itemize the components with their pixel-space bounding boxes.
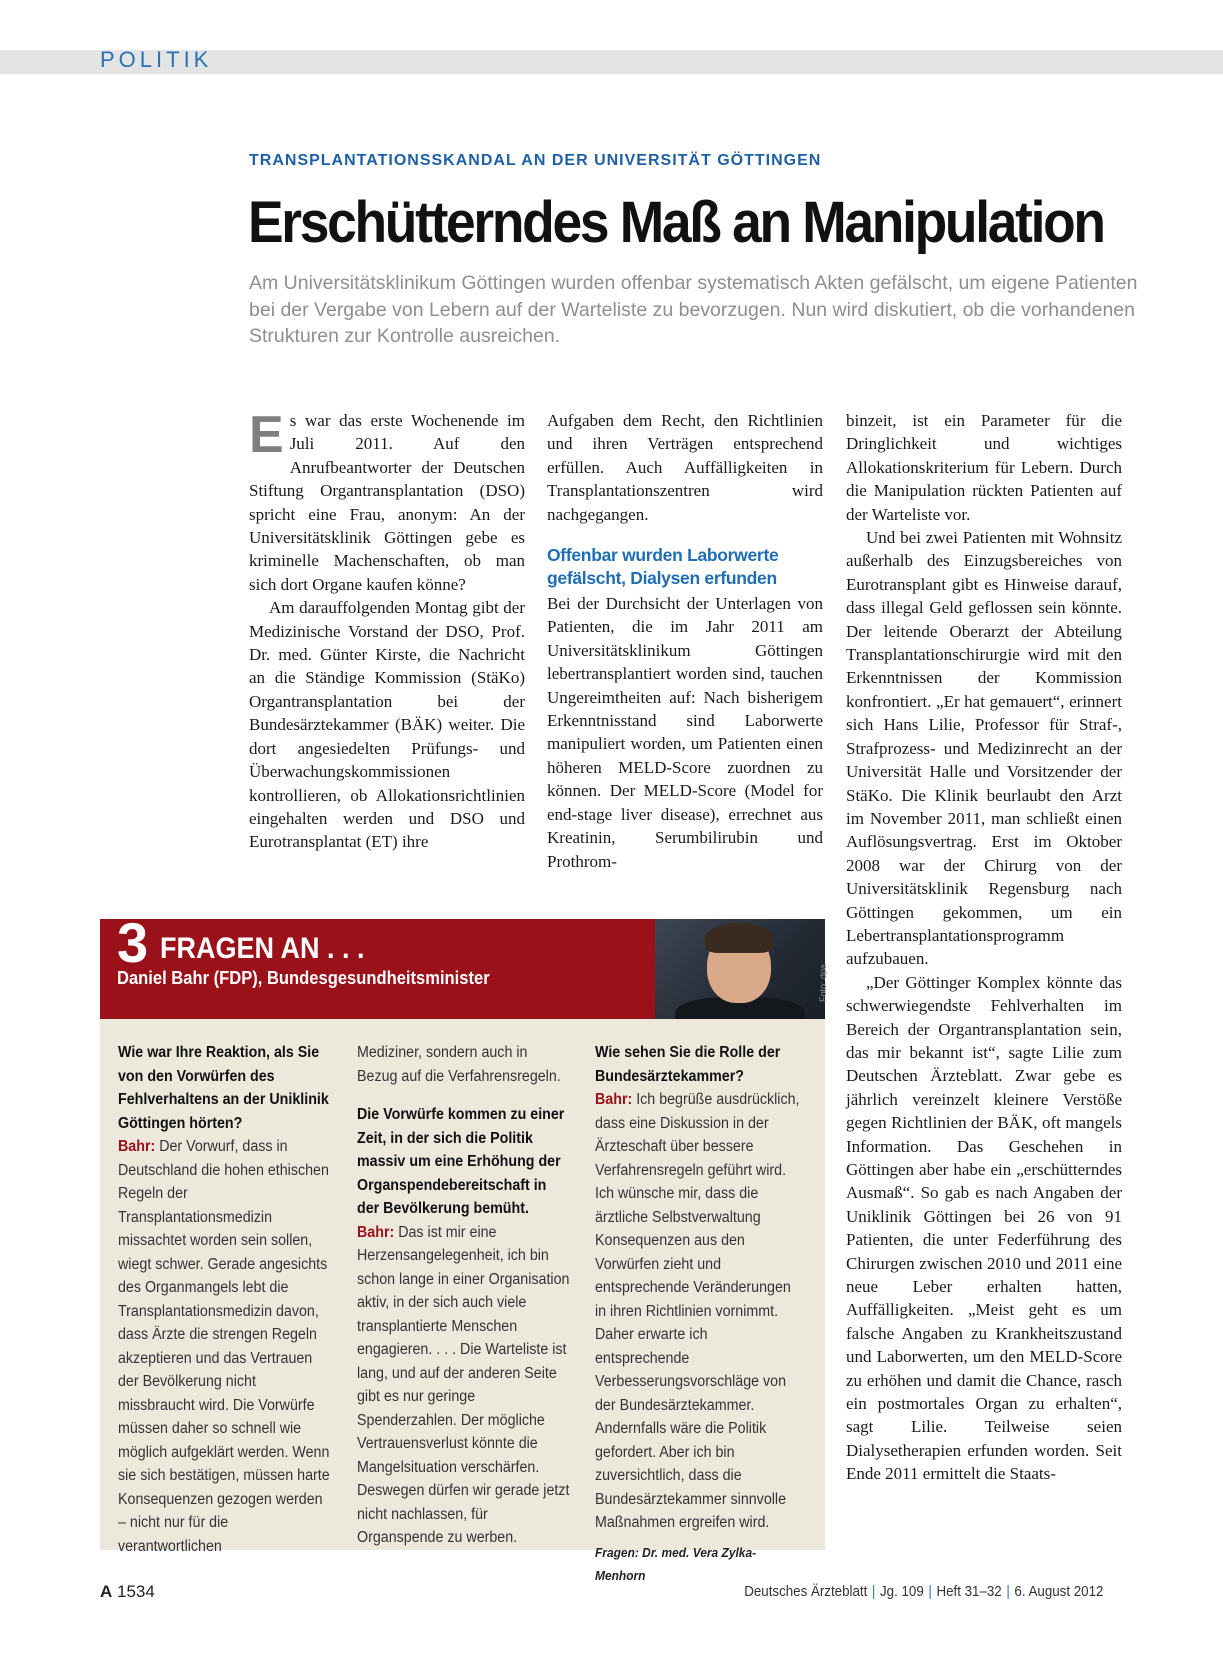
paragraph: binzeit, ist ein Parameter für die Dringlichkeit und wichtiges Allokationskriterium für Lebern. Durch die Manipulation rückten Patienten auf der Warteliste vor. — [846, 411, 1122, 524]
interview-answer-continued: Mediziner, sondern auch in Bezug auf die Verfahrensregeln. — [357, 1044, 561, 1085]
drop-cap: E — [249, 406, 284, 464]
interview-answer — [595, 1088, 801, 1535]
publication-date: 6. August 2012 — [1013, 1584, 1103, 1600]
paragraph — [249, 406, 525, 596]
portrait-photo — [655, 919, 825, 1019]
page-prefix: A — [100, 1582, 113, 1601]
article-column-3 — [846, 409, 1122, 1486]
interview-column-3 — [595, 1041, 801, 1588]
article-column-1 — [249, 406, 525, 854]
publication-info: Deutsches Ärzteblatt | Jg. 109 | Heft 31–32 | 6. August 2012 — [743, 1584, 1103, 1600]
interview-subtitle: Daniel Bahr (FDP), Bundesgesundheitsminister — [117, 968, 490, 988]
interview-column-2 — [357, 1041, 570, 1550]
paragraph: Aufgaben dem Recht, den Richtlinien und ihren Verträgen entsprechend erfüllen. Auch Auffälligkeiten in Transplantationszentren wird nachgegangen. — [547, 411, 823, 524]
article-standfirst: Am Universitätsklinikum Göttingen wurden offenbar systematisch Akten gefälscht, um eigene Patienten bei der Vergabe von Lebern auf der Warteliste zu bevorzugen. Nun wird diskutiert, ob die vorhandenen Strukturen zur Kontrolle ausreichen. — [249, 272, 1138, 347]
speaker-label: Bahr: — [118, 1138, 156, 1155]
interview-title: FRAGEN AN . . . — [160, 932, 365, 965]
journal-issue: Heft 31–32 — [936, 1584, 1002, 1600]
paragraph: Und bei zwei Patienten mit Wohnsitz außerhalb des Einzugsbereiches von Eurotransplant gibt es Hinweise darauf, dass illegal Geld geflossen sein könnte. Der leitende Oberarzt der Abteilung Transplantationschirurgie wird mit den Erkenntnissen der Kommission konfrontiert. „Er hat gemauert“, erinnert sich Hans Lilie, Professor für Straf-, Strafprozess- und Medizinrecht an der Universität Halle und Vorsitzender der StäKo. Die Klinik beurlaubt den Arzt im November 2011, man schließt einen Auflösungsvertrag. Erst im Oktober 2008 war der Chirurg von der Universitätsklinik Regensburg nach Göttingen gekommen, um ein Lebertransplantationsprogramm aufzubauen. — [846, 528, 1122, 969]
page-number-value: 1534 — [117, 1582, 155, 1601]
article-headline: Erschütterndes Maß an Manipulation — [248, 190, 1104, 255]
section-label: POLITIK — [100, 47, 213, 72]
answer-text: Das ist mir eine Herzensangelegenheit, ich bin schon lange in einer Organisation aktiv, in der sich auch viele transplantierte Menschen engagieren. . . . Die Warteliste ist lang, und auf der anderen Seite gibt es nur geringe Spenderzahlen. Der mögliche Vertrauensverlust könnte die Mangelsituation verschärfen. Deswegen dürfen wir gerade jetzt nicht nachlassen, für Organspende zu werben. — [357, 1223, 570, 1546]
answer-text: Der Vorwurf, dass in Deutschland die hohen ethischen Regeln der Transplantationsmedizin missachtet worden sein sollen, wiegt schwer. Gerade angesichts des Organmangels lebt die Transplantationsmedizin davon, dass Ärzte die strengen Regeln akzeptieren und das Vertrauen der Bevölkerung nicht missbraucht wird. Die Vorwürfe müssen daher so schnell wie möglich aufgeklärt werden. Wenn sie sich bestätigen, müssen harte Konsequenzen gezogen werden – nicht nur für die verantwortlichen — [118, 1138, 330, 1555]
paragraph-text: s war das erste Wochenende im Juli 2011. Auf den Anrufbeantworter der Deutschen Stiftung Organtransplantation (DSO) spricht eine Frau, anonym: An der Universitätsklinik Göttingen gebe es kriminelle Machenschaften, ob man sich dort Organe kaufen könne? — [249, 411, 525, 594]
article-column-2 — [547, 409, 823, 873]
interview-question: Die Vorwürfe kommen zu einer Zeit, in der sich die Politik massiv um eine Erhöhung der Organspendebereitschaft in der Bevölkerung bemüht. — [357, 1106, 565, 1217]
interview-question: Wie war Ihre Reaktion, als Sie von den Vorwürfen des Fehlverhaltens an der Uniklinik Göttingen hörten? — [118, 1044, 329, 1132]
interview-credit: Fragen: Dr. med. Vera Zylka-Menhorn — [595, 1544, 757, 1583]
journal-volume: Jg. 109 — [879, 1584, 924, 1600]
journal-name: Deutsches Ärzteblatt — [743, 1584, 867, 1600]
interview-question: Wie sehen Sie die Rolle der Bundesärztekammer? — [595, 1044, 781, 1085]
paragraph: „Der Göttinger Komplex könnte das schwerwiegendste Fehlverhalten im Bereich der Organtransplantation sein, das mir bekannt ist“, sagte Lilie zum Deutschen Ärzteblatt. Zwar gebe es jährlich vereinzelt kleinere Verstöße gegen Richtlinien der BÄK, oft mangels Information. Das Geschehen in Göttingen aber habe ein „erschütterndes Ausmaß“. So gab es nach Angaben der Uniklinik Göttingen bei 26 von 91 Patienten, die unter Federführung des Chirurgen zwischen 2010 und 2011 eine neue Leber erhalten hatten, Auffälligkeiten. „Meist geht es um falsche Angaben zu Krankheitszustand und Laborwerten, um den MELD-Score zu erhöhen und damit die Chance, rasch ein postmortales Organ zu erhalten“, sagt Lilie. Teilweise seien Dialysetherapien erfunden worden. Seit Ende 2011 ermittelt die Staats- — [846, 972, 1122, 1484]
article-kicker: TRANSPLANTATIONSSKANDAL AN DER UNIVERSITÄT GÖTTINGEN — [249, 152, 822, 169]
paragraph: Bei der Durchsicht der Unterlagen von Patienten, die im Jahr 2011 am Universitätsklinikum Göttingen lebertransplantiert worden sind, tauchen Ungereimtheiten auf: Nach bisherigem Erkenntnisstand sind Laborwerte manipuliert worden, um Patienten einen höheren MELD-Score zuordnen zu können. Der MELD-Score (Model for end-stage liver disease), errechnet aus Kreatinin, Serumbilirubin und Prothrom- — [547, 594, 823, 871]
paragraph: Am darauffolgenden Montag gibt der Medizinische Vorstand der DSO, Prof. Dr. med. Günter Kirste, die Nachricht an die Ständige Kommission (StäKo) Organtransplantation bei der Bundesärztekammer (BÄK) weiter. Die dort angesiedelten Prüfungs- und Überwachungskommissionen kontrollieren, ob Allokationsrichtlinien eingehalten werden und DSO und Eurotransplantat (ET) ihre — [249, 598, 525, 852]
interview-answer — [118, 1135, 331, 1558]
speaker-label: Bahr: — [357, 1223, 395, 1241]
interview-number: 3 — [117, 911, 147, 974]
photo-hair-shape — [705, 923, 773, 953]
article-subheading: Offenbar wurden Laborwerte gefälscht, Dialysen erfunden — [547, 545, 779, 589]
speaker-label: Bahr: — [595, 1091, 633, 1108]
answer-text: Ich begrüße ausdrücklich, dass eine Diskussion in der Ärzteschaft über bessere Verfahrensregeln geführt wird. Ich wünsche mir, dass die ärztliche Selbstverwaltung Konsequenzen aus den Vorwürfen zieht und entsprechende Veränderungen in ihren Richtlinien vornimmt. Daher erwarte ich entsprechende Verbesserungsvorschläge von der Bundesärztekammer. Andernfalls wäre die Politik gefordert. Aber ich bin zuversichtlich, dass die Bundesärztekammer sinnvolle Maßnahmen ergreifen wird. — [595, 1091, 800, 1531]
interview-answer — [357, 1221, 570, 1550]
photo-credit: Foto: dpa — [818, 963, 828, 1002]
interview-column-1 — [118, 1041, 331, 1558]
page-number — [100, 1582, 155, 1602]
